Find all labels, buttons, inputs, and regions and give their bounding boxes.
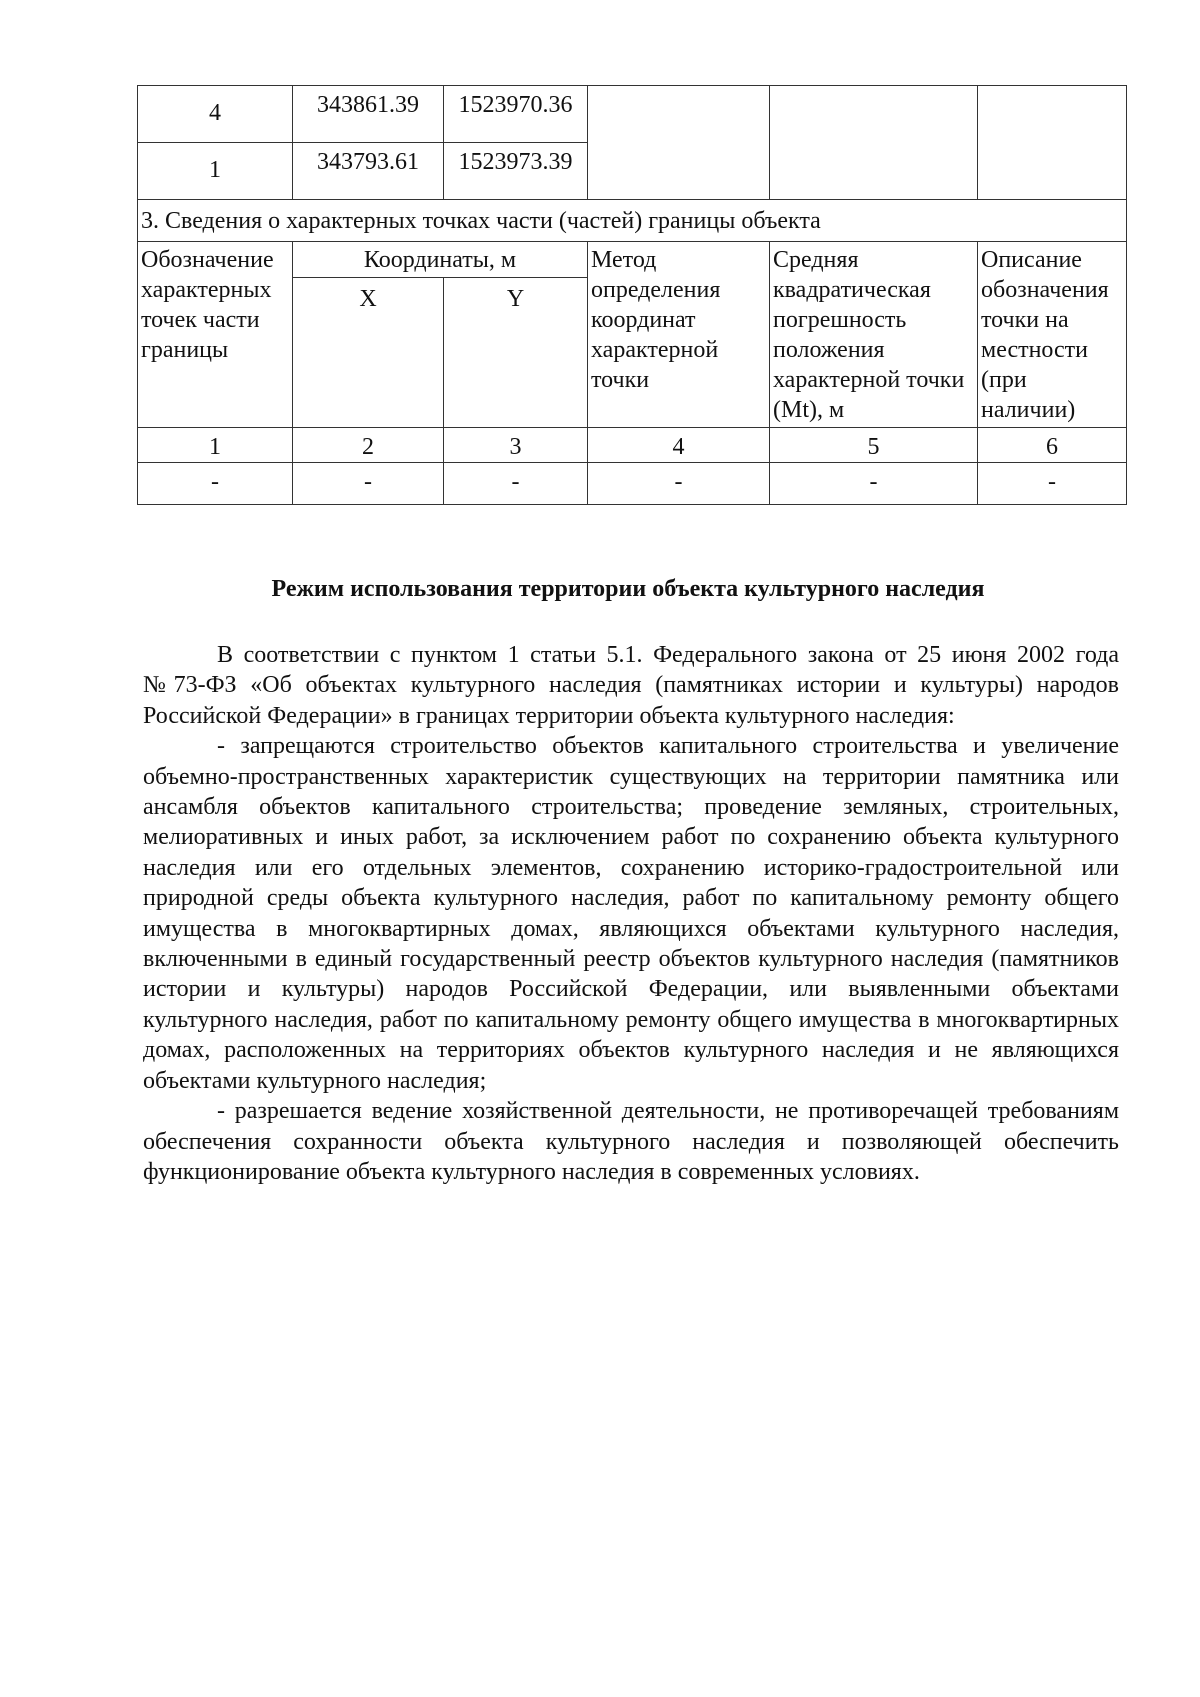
column-number: 1 — [138, 428, 293, 463]
coordinates-table — [137, 85, 1127, 505]
point-cell: 1 — [138, 143, 293, 200]
table-row — [138, 86, 1127, 143]
column-number: 4 — [588, 428, 770, 463]
column-number-row — [138, 428, 1127, 463]
header-x: X — [293, 278, 444, 428]
header-coordinates: Координаты, м — [293, 242, 588, 278]
section-title-row — [138, 200, 1127, 242]
empty-cell — [770, 86, 978, 200]
section3-title: 3. Сведения о характерных точках части (частей) границы объекта — [138, 200, 1127, 242]
empty-value: - — [138, 463, 293, 505]
header-method: Метод определения координат характерной точки — [588, 242, 770, 428]
empty-value: - — [588, 463, 770, 505]
header-y: Y — [444, 278, 588, 428]
column-number: 5 — [770, 428, 978, 463]
paragraph: В соответствии с пунктом 1 статьи 5.1. Федерального закона от 25 июня 2002 года №73-ФЗ «Об объектах культурного наследия (памятниках истории и культуры) народов Российской Федерации» в границах территории объекта культурного наследия: — [143, 642, 1119, 729]
empty-cell — [978, 86, 1127, 200]
empty-value: - — [444, 463, 588, 505]
empty-value: - — [978, 463, 1127, 505]
paragraph: - разрешается ведение хозяйственной деятельности, не противоречащей требованиям обеспечения сохранности объекта культурного наследия и позволяющей обеспечить функционирование объекта культурного наследия в современных условиях. — [143, 1098, 1119, 1185]
header-description: Описание обозначения точки на местности (при наличии) — [978, 242, 1127, 428]
column-number: 2 — [293, 428, 444, 463]
x-cell: 343793.61 — [293, 143, 444, 200]
y-cell: 1523970.36 — [444, 86, 588, 143]
empty-value: - — [770, 463, 978, 505]
body-text — [143, 640, 1119, 1187]
column-number: 3 — [444, 428, 588, 463]
header-designation: Обозначение характерных точек части границы — [138, 242, 293, 428]
header-error: Средняя квадратическая погрешность положения характерной точки (Mt), м — [770, 242, 978, 428]
section-heading: Режим использования территории объекта культурного наследия — [271, 576, 985, 602]
column-number: 6 — [978, 428, 1127, 463]
empty-value: - — [293, 463, 444, 505]
paragraph: - запрещаются строительство объектов капитального строительства и увеличение объемно-пространственных характеристик существующих на территории памятника или ансамбля объектов капитального строительства; проведение земляных, строительных, мелиоративных и иных работ, за исключением работ по сохранению объекта культурного наследия или его отдельных элементов, сохранению историко-градостроительной или природной среды объекта культурного наследия, работ по капитальному ремонту общего имущества в многоквартирных домах, являющихся объектами культурного наследия, включенными в единый государственный реестр объектов культурного наследия (памятников истории и культуры) народов Российской Федерации, или выявленными объектами культурного наследия, работ по капитальному ремонту общего имущества в многоквартирных домах, расположенных на территориях объектов культурного наследия и не являющихся объектами культурного наследия; — [143, 733, 1119, 1094]
header-row — [138, 242, 1127, 278]
empty-cell — [588, 86, 770, 200]
y-cell: 1523973.39 — [444, 143, 588, 200]
table-row — [138, 463, 1127, 505]
x-cell: 343861.39 — [293, 86, 444, 143]
point-cell: 4 — [138, 86, 293, 143]
